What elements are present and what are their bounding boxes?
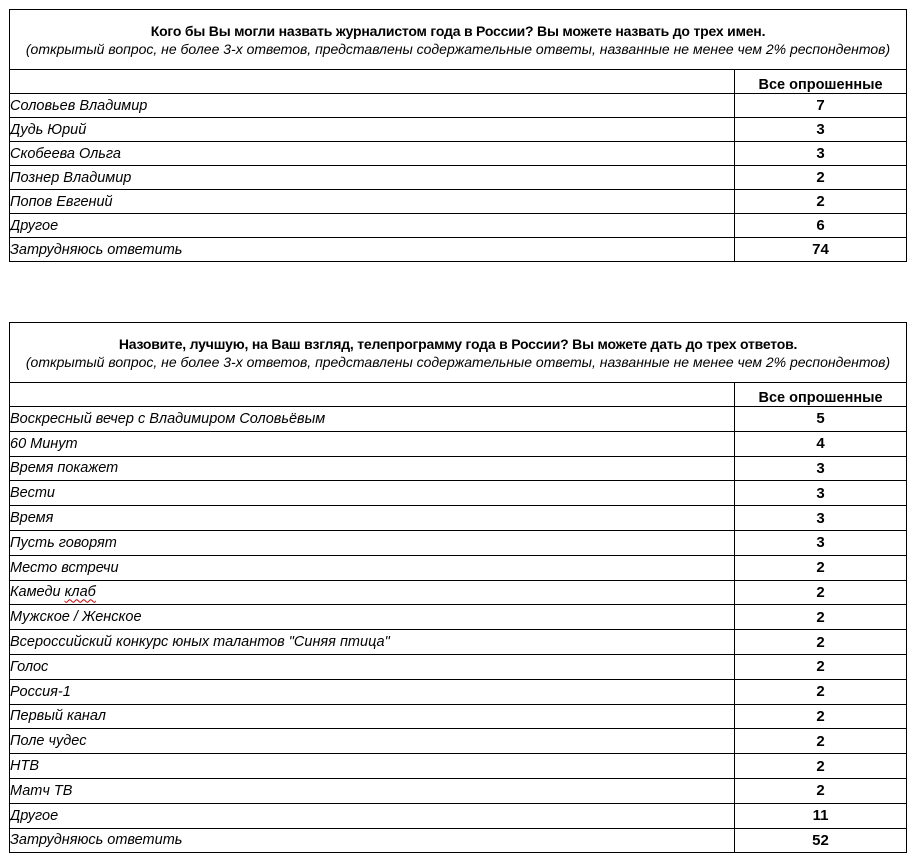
row-label: Матч ТВ: [10, 778, 735, 803]
row-value: 52: [735, 828, 907, 853]
row-value: 5: [735, 407, 907, 432]
question-note: (открытый вопрос, не более 3-х ответов, представлены содержательные ответы, названные не менее чем 2% респондентов): [25, 40, 891, 57]
table-row: [10, 407, 907, 432]
row-label: 60 Минут: [10, 431, 735, 456]
table-row: [10, 118, 907, 142]
row-value: 3: [735, 530, 907, 555]
spellcheck-flagged-word: клаб: [64, 584, 96, 601]
row-label: Вести: [10, 481, 735, 506]
question-note: (открытый вопрос, не более 3-х ответов, представлены содержательные ответы, названные не менее чем 2% респондентов): [25, 353, 891, 370]
table-row: [10, 456, 907, 481]
row-label: Место встречи: [10, 555, 735, 580]
row-label: Россия-1: [10, 679, 735, 704]
row-label: Поле чудес: [10, 729, 735, 754]
row-label: Затрудняюсь ответить: [10, 238, 735, 262]
row-value: 2: [735, 555, 907, 580]
table-title-cell: [10, 323, 907, 383]
row-value: 3: [735, 118, 907, 142]
row-value: 2: [735, 729, 907, 754]
row-label: Дудь Юрий: [10, 118, 735, 142]
row-label: Первый канал: [10, 704, 735, 729]
row-value: 4: [735, 431, 907, 456]
row-label-prefix: Камеди: [10, 584, 65, 601]
row-value: 2: [735, 778, 907, 803]
row-label: Соловьев Владимир: [10, 94, 735, 118]
question-title: Кого бы Вы могли назвать журналистом года в России? Вы можете назвать до трех имен.: [150, 22, 766, 39]
question-title: Назовите, лучшую, на Ваш взгляд, телепрограмму года в России? Вы можете дать до трех ответов.: [118, 335, 798, 352]
row-value: 74: [735, 238, 907, 262]
row-value: 7: [735, 94, 907, 118]
row-label: Время покажет: [10, 456, 735, 481]
table-header-row: [10, 70, 907, 94]
row-label: Время: [10, 506, 735, 531]
column-header-all-respondents: Все опрошенные: [735, 70, 907, 94]
row-label: Голос: [10, 654, 735, 679]
row-label: [10, 580, 735, 605]
table-title-row: [10, 10, 907, 70]
row-label: Мужское / Женское: [10, 605, 735, 630]
row-value: 2: [735, 580, 907, 605]
row-value: 3: [735, 456, 907, 481]
tv-program-of-year-table: [9, 322, 907, 853]
row-label: НТВ: [10, 754, 735, 779]
table-title-row: [10, 323, 907, 383]
row-label: Другое: [10, 803, 735, 828]
table-row: [10, 166, 907, 190]
table-row: [10, 654, 907, 679]
table-row: [10, 530, 907, 555]
row-value: 11: [735, 803, 907, 828]
column-header-all-respondents: Все опрошенные: [735, 383, 907, 407]
table-row: [10, 190, 907, 214]
table-row: [10, 605, 907, 630]
journalist-of-year-table: [9, 9, 907, 262]
table-row: [10, 555, 907, 580]
table-row: [10, 803, 907, 828]
table-header-row: [10, 383, 907, 407]
table-row: [10, 481, 907, 506]
row-value: 2: [735, 754, 907, 779]
row-label: Воскресный вечер с Владимиром Соловьёвым: [10, 407, 735, 432]
table-row: [10, 704, 907, 729]
row-value: 2: [735, 166, 907, 190]
table-row: [10, 506, 907, 531]
row-label: Затрудняюсь ответить: [10, 828, 735, 853]
table-row: [10, 431, 907, 456]
table-row: [10, 679, 907, 704]
table-title-cell: [10, 10, 907, 70]
table-row: [10, 828, 907, 853]
row-label: Всероссийский конкурс юных талантов "Синяя птица": [10, 630, 735, 655]
row-value: 3: [735, 506, 907, 531]
row-value: 2: [735, 704, 907, 729]
row-value: 3: [735, 142, 907, 166]
row-value: 2: [735, 654, 907, 679]
table-row: [10, 778, 907, 803]
table-row: [10, 630, 907, 655]
row-value: 2: [735, 679, 907, 704]
table-row: [10, 214, 907, 238]
header-empty-cell: [10, 383, 735, 407]
row-label: Познер Владимир: [10, 166, 735, 190]
row-value: 2: [735, 190, 907, 214]
table-row: [10, 754, 907, 779]
row-value: 3: [735, 481, 907, 506]
row-label: Пусть говорят: [10, 530, 735, 555]
table-row: [10, 142, 907, 166]
table-row: [10, 94, 907, 118]
row-value: 6: [735, 214, 907, 238]
header-empty-cell: [10, 70, 735, 94]
row-value: 2: [735, 605, 907, 630]
table-row: [10, 238, 907, 262]
table-row: [10, 729, 907, 754]
row-label: Скобеева Ольга: [10, 142, 735, 166]
table-row: [10, 580, 907, 605]
row-value: 2: [735, 630, 907, 655]
row-label: Попов Евгений: [10, 190, 735, 214]
row-label: Другое: [10, 214, 735, 238]
